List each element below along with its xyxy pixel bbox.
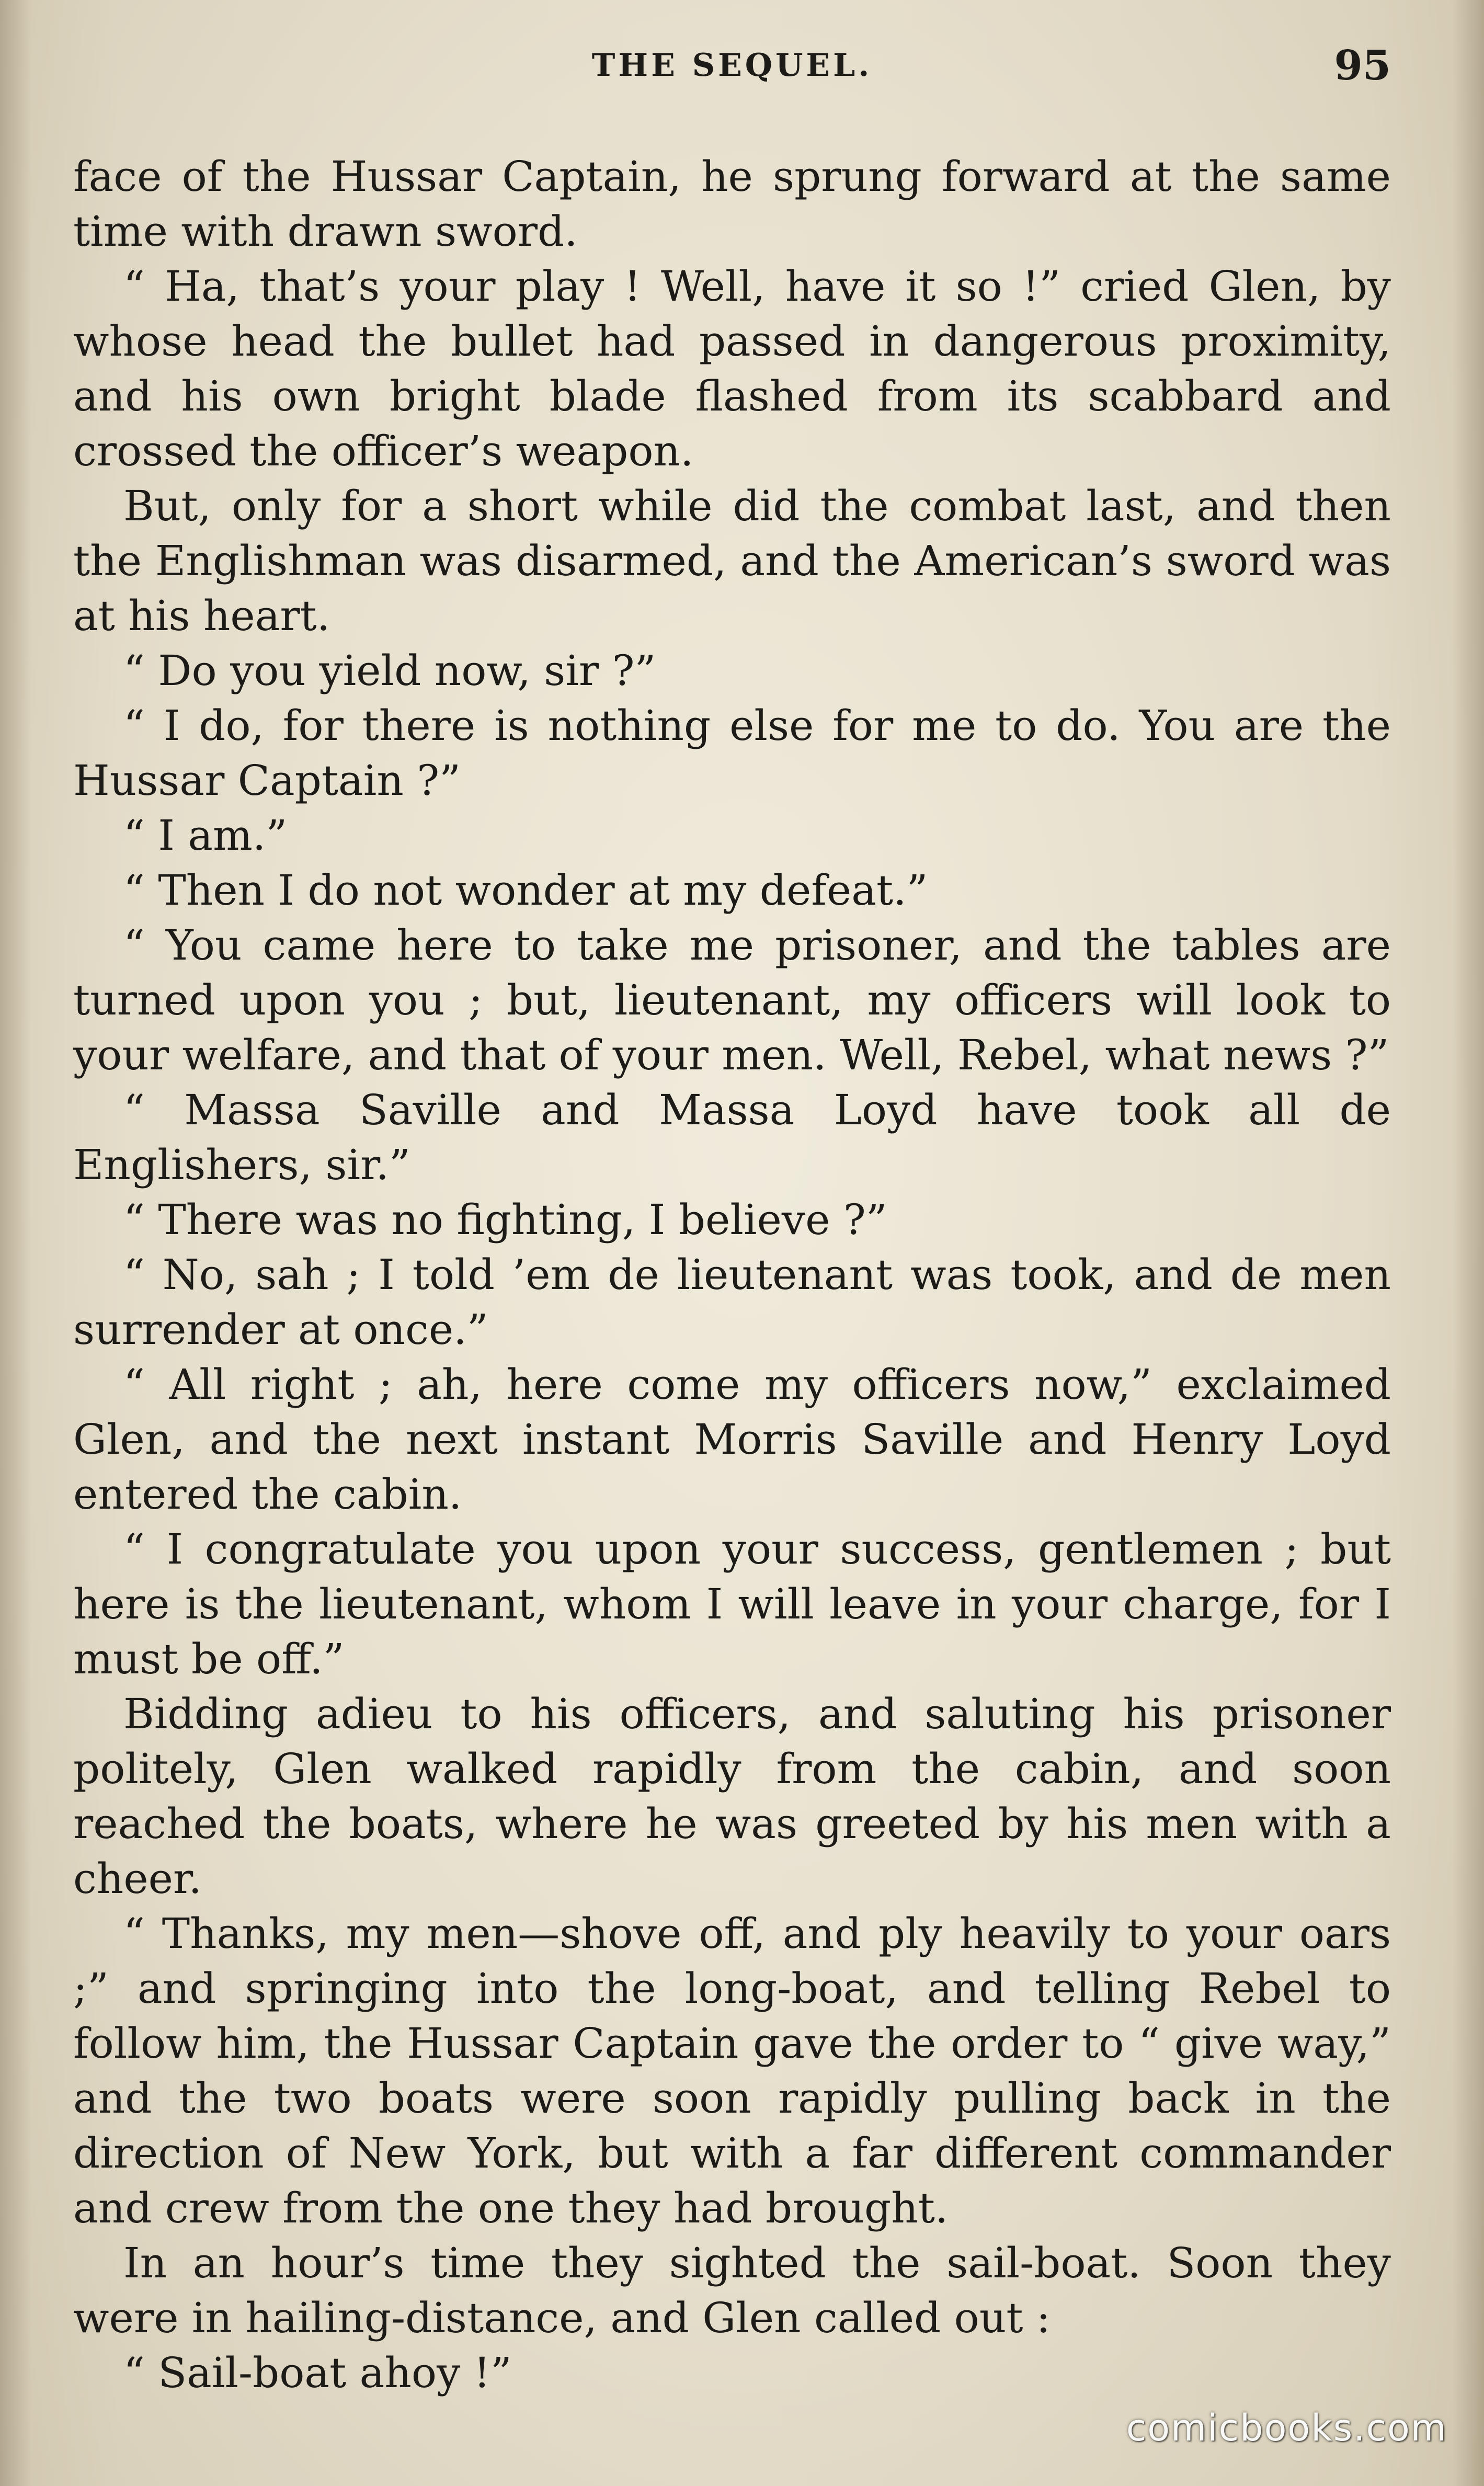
paragraph: “ There was no fighting, I believe ?” xyxy=(123,1195,887,1244)
paragraph: “ Ha, that’s your play ! Well, have it so !” cried Glen, by whose head the bullet had passed in dangerous proximity, and his own bright blade flashed from its scabbard and crossed the officer’s weapon. xyxy=(73,262,1391,475)
running-head: THE SEQUEL. xyxy=(591,47,873,84)
paragraph: “ I do, for there is nothing else for me to do. You are the Hussar Captain ?” xyxy=(73,701,1391,805)
body-text xyxy=(73,149,1391,2400)
paragraph: face of the Hussar Captain, he sprung forward at the same time with drawn sword. xyxy=(73,152,1391,256)
paragraph: “ Do you yield now, sir ?” xyxy=(123,646,656,695)
watermark: comicbooks.com xyxy=(1126,2407,1447,2449)
paragraph: “ Sail-boat ahoy !” xyxy=(123,2348,512,2397)
paragraph: In an hour’s time they sighted the sail-boat. Soon they were in hailing-distance, and Glen called out : xyxy=(73,2239,1391,2342)
paragraph: “ No, sah ; I told ’em de lieutenant was took, and de men surrender at once.” xyxy=(73,1250,1391,1354)
paragraph: “ Thanks, my men—shove off, and ply heavily to your oars ;” and springing into the long-boat, and telling Rebel to follow him, the Hussar Captain gave the order to “ give way,” and the two boats were soon rapidly pulling back in the direction of New York, but with a far different commander and crew from the one they had brought. xyxy=(73,1909,1391,2232)
page-edge-shadow-left xyxy=(0,0,31,2486)
paragraph: Bidding adieu to his officers, and saluting his prisoner politely, Glen walked rapidly from the cabin, and soon reached the boats, where he was greeted by his men with a cheer. xyxy=(73,1690,1391,1903)
paragraph: “ I am.” xyxy=(123,811,288,860)
page-edge-shadow-right xyxy=(1453,0,1484,2486)
page-header xyxy=(73,42,1391,99)
paragraph: “ All right ; ah, here come my officers now,” exclaimed Glen, and the next instant Morris Saville and Henry Loyd entered the cabin. xyxy=(73,1360,1391,1519)
paragraph: But, only for a short while did the combat last, and then the Englishman was disarmed, and the American’s sword was at his heart. xyxy=(73,482,1391,640)
page-number: 95 xyxy=(1334,42,1391,89)
paragraph: “ Then I do not wonder at my defeat.” xyxy=(123,866,928,915)
paragraph: “ Massa Saville and Massa Loyd have took all de Englishers, sir.” xyxy=(73,1086,1391,1189)
paragraph: “ You came here to take me prisoner, and the tables are turned upon you ; but, lieutenant, my officers will look to your welfare, and that of your men. Well, Rebel, what news ?” xyxy=(73,921,1391,1079)
paragraph: “ I congratulate you upon your success, gentlemen ; but here is the lieutenant, whom I will leave in your charge, for I must be off.” xyxy=(73,1525,1391,1683)
